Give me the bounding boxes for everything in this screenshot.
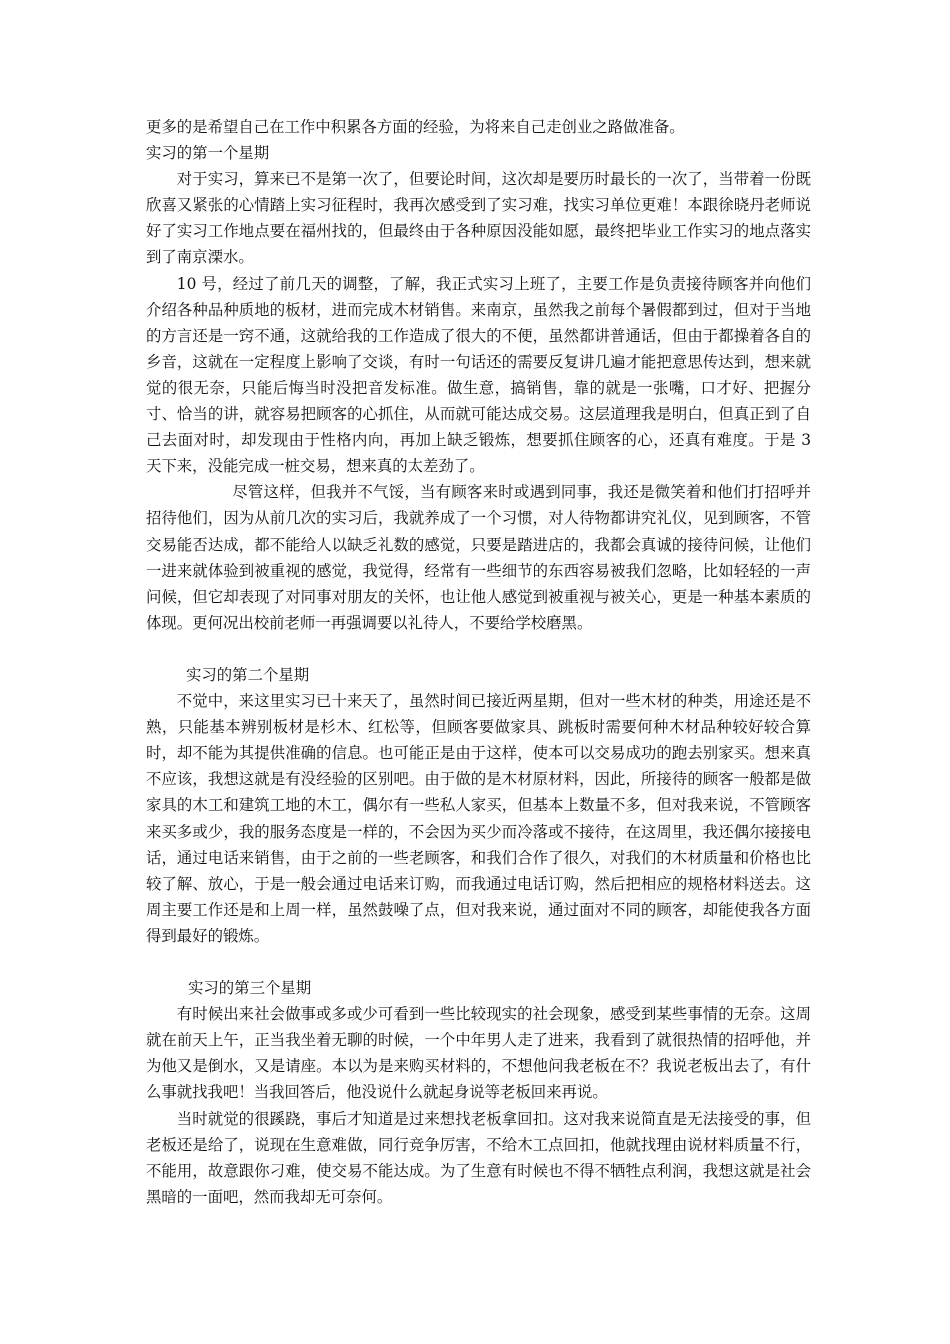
document-page [146, 114, 811, 1210]
intro-paragraph: 更多的是希望自己在工作中积累各方面的经验，为将来自己走创业之路做准备。 [146, 118, 685, 136]
blank-line [146, 949, 811, 975]
week2-paragraph-1: 不觉中，来这里实习已十来天了，虽然时间已接近两星期，但对一些木材的种类，用途还是不熟，只能基本辨别板材是杉木、红松等，但顾客要做家具、跳板时需要何种木材品种较好较合算时，却不能为其提供准确的信息。也可能正是由于这样，使本可以交易成功的跑去别家买。想来真不应该，我想这就是有没经验的区别吧。由于做的是木材原材料，因此，所接待的顾客一般都是做家具的木工和建筑工地的木工，偶尔有一些私人家买，但基本上数量不多，但对我来说，不管顾客来买多或少，我的服务态度是一样的，不会因为买少而冷落或不接待，在这周里，我还偶尔接接电话，通过电话来销售，由于之前的一些老顾客，和我们合作了很久，对我们的木材质量和价格也比较了解、放心，于是一般会通过电话来订购，而我通过电话订购，然后把相应的规格材料送去。这周主要工作还是和上周一样，虽然鼓噪了点，但对我来说，通过面对不同的顾客，却能使我各方面得到最好的锻炼。 [146, 692, 811, 945]
week1-paragraph-1: 对于实习，算来已不是第一次了，但要论时间，这次却是要历时最长的一次了，当带着一份既欣喜又紧张的心情踏上实习征程时，我再次感受到了实习难，找实习单位更难！本跟徐晓丹老师说好了实习工作地点要在福州找的，但最终由于各种原因没能如愿，最终把毕业工作实习的地点落实到了南京溧水。 [146, 170, 811, 267]
week3-heading: 实习的第三个星期 [188, 979, 312, 998]
week1-paragraph-3: 尽管这样，但我并不气馁，当有顾客来时或遇到同事，我还是微笑着和他们打招呼并招待他们，因为从前几次的实习后，我就养成了一个习惯，对人待物都讲究礼仪，见到顾客，不管交易能否达成，都不能给人以缺乏礼数的感觉，只要是踏进店的，我都会真诚的接待问候，让他们一进来就体验到被重视的感觉，我觉得，经常有一些细节的东西容易被我们忽略，比如轻轻的一声问候，但它却表现了对同事对朋友的关怀，也让他人感觉到被重视与被关心，更是一种基本素质的体现。更何况出校前老师一再强调要以礼待人，不要给学校磨黑。 [146, 483, 811, 632]
week1-heading: 实习的第一个星期 [146, 144, 270, 163]
week3-paragraph-2: 当时就觉的很蹊跷，事后才知道是过来想找老板拿回扣。这对我来说简直是无法接受的事，但老板还是给了，说现在生意难做，同行竞争厉害，不给木工点回扣，他就找理由说材料质量不行，不能用，故意跟你刁难，使交易不能达成。为了生意有时候也不得不牺牲点利润，我想这就是社会黑暗的一面吧，然而我却无可奈何。 [146, 1109, 811, 1206]
week1-paragraph-2: 10 号，经过了前几天的调整，了解，我正式实习上班了，主要工作是负责接待顾客并向他们介绍各种品种质地的板材，进而完成木材销售。来南京，虽然我之前每个暑假都到过，但对于当地的方言还是一窍不通，这就给我的工作造成了很大的不便，虽然都讲普通话，但由于都操着各自的乡音，这就在一定程度上影响了交谈，有时一句话还的需要反复讲几遍才能把意思传达到，想来就觉的很无奈，只能后悔当时没把音发标准。做生意，搞销售，靠的就是一张嘴，口才好、把握分寸、恰当的讲，就容易把顾客的心抓住，从而就可能达成交易。这层道理我是明白，但真正到了自己去面对时，却发现由于性格内向，再加上缺乏锻炼，想要抓住顾客的心，还真有难度。于是 3 天下来，没能完成一桩交易，想来真的太差劲了。 [146, 274, 811, 476]
blank-line [146, 636, 811, 662]
week2-heading: 实习的第二个星期 [186, 665, 310, 684]
week3-paragraph-1: 有时候出来社会做事或多或少可看到一些比较现实的社会现象，感受到某些事情的无奈。这周就在前天上午，正当我坐着无聊的时候，一个中年男人走了进来，我看到了就很热情的招呼他，并为他又是倒水，又是请座。本以为是来购买材料的，不想他问我老板在不？我说老板出去了，有什么事就找我吧！当我回答后，他没说什么就起身说等老板回来再说。 [146, 1005, 811, 1102]
